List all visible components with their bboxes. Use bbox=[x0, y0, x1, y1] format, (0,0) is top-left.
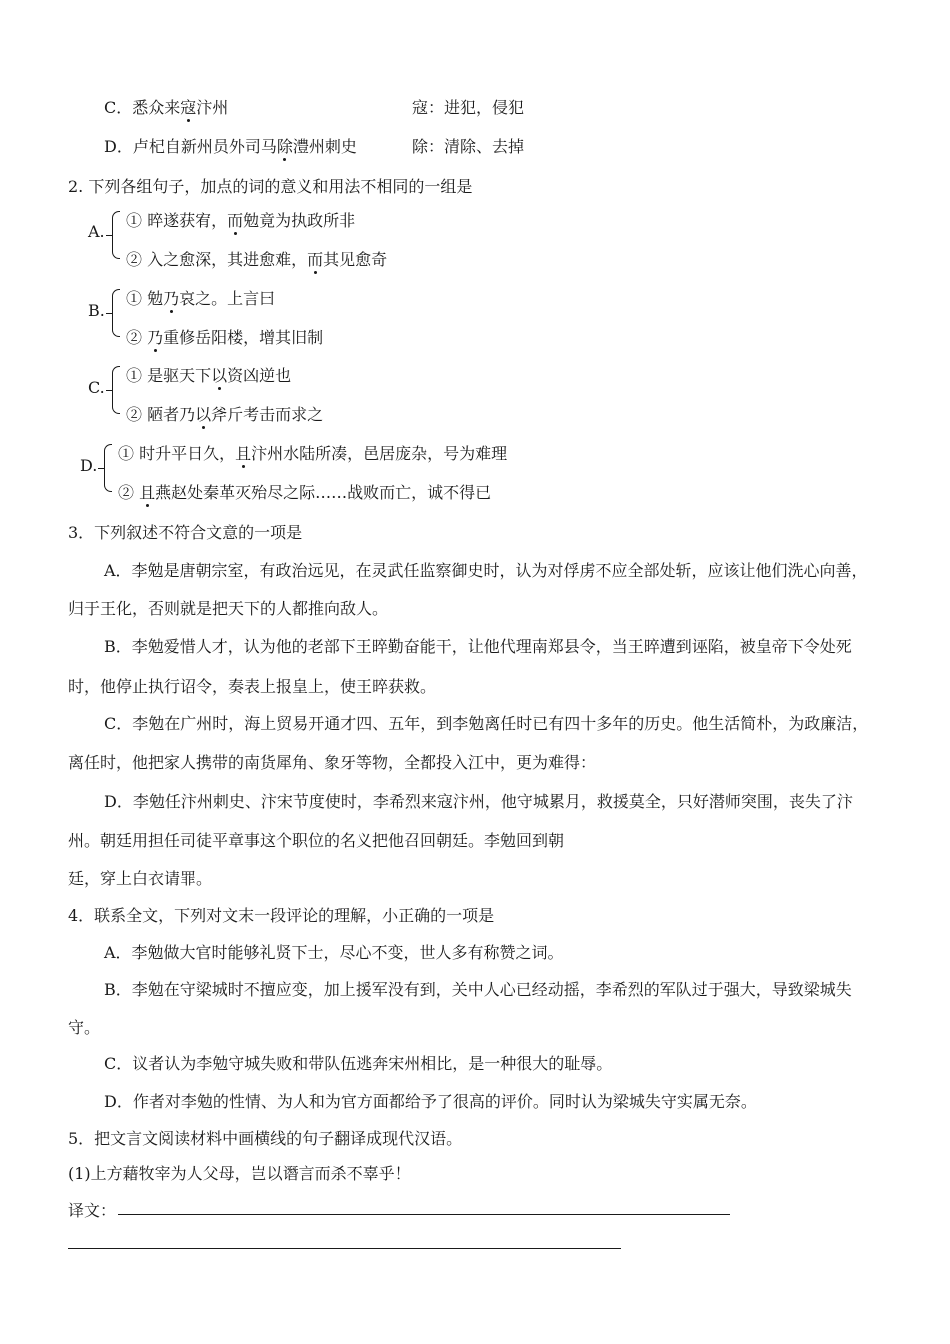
q2-group-c-label: C. bbox=[88, 378, 105, 397]
q3-option-c-line-2: 离任时，他把家人携带的南货犀角、象牙等物，全都投入江中，更为难得： bbox=[68, 753, 597, 772]
q2-group-a-label: A. bbox=[88, 222, 105, 241]
q3-option-b-line-1: B．李勉爱惜人才，认为他的老部下王晬勤奋能干，让他代理南郑县令，当王晬遭到诬陷，被皇帝下令处死 bbox=[104, 637, 852, 656]
q3-option-d-line-1: D．李勉任汴州刺史、汴宋节度使时，李希烈来寇汴州，他守城累月，救援莫全，只好潜师突围，丧失了汴 bbox=[104, 792, 853, 811]
brace-mark bbox=[112, 289, 120, 337]
q2-group-c-item-2: ② 陋者乃以斧斤考击而求之 bbox=[126, 405, 324, 424]
q4-option-d: D．作者对李勉的性情、为人和为官方面都给予了很高的评价。同时认为梁城失守实属无奈。 bbox=[104, 1092, 757, 1111]
q2-group-c-item-1: ① 是驱天下以资凶逆也 bbox=[126, 366, 292, 385]
q5-stem: 5．把文言文阅读材料中画横线的句子翻译成现代汉语。 bbox=[68, 1129, 463, 1148]
q1-option-c: C．悉众来寇汴州 bbox=[104, 98, 229, 117]
q3-option-a-line-2: 归于王化，否则就是把天下的人都推向敌人。 bbox=[68, 599, 389, 618]
q4-stem: 4．联系全文，下列对文末一段评论的理解，小正确的一项是 bbox=[68, 906, 495, 925]
q3-option-d-line-2: 州。朝廷用担任司徒平章事这个职位的名义把他召回朝廷。李勉回到朝 bbox=[68, 831, 565, 850]
q2-group-a-item-1: ① 晬遂获宥，而勉竟为执政所非 bbox=[126, 211, 356, 230]
q2-group-b-item-1: ① 勉乃哀之。上言曰 bbox=[126, 289, 276, 308]
q1-option-c-gloss: 寇：进犯，侵犯 bbox=[412, 98, 525, 117]
q1-option-d-gloss: 除：清除、去掉 bbox=[412, 137, 525, 156]
q3-option-b-line-2: 时，他停止执行诏令，奏表上报皇上，使王晬获救。 bbox=[68, 677, 437, 696]
q2-group-b-label: B. bbox=[88, 301, 105, 320]
brace-mark bbox=[112, 211, 120, 259]
q5-answer-label: 译文： bbox=[68, 1201, 117, 1220]
q2-group-d-label: D. bbox=[80, 456, 98, 475]
brace-mark bbox=[104, 444, 112, 492]
q3-option-c-line-1: C．李勉在广州时，海上贸易开通才四、五年，到李勉离任时已有四十多年的历史。他生活简朴，为政廉洁， bbox=[104, 714, 869, 733]
brace-mark bbox=[112, 366, 120, 414]
q2-group-d-item-2: ② 且燕赵处秦革灭殆尽之际……战败而亡，诚不得已 bbox=[118, 483, 492, 502]
emphasis-dot-char: 除 bbox=[276, 137, 293, 156]
q4-option-a: A．李勉做大官时能够礼贤下士，尽心不变，世人多有称赞之词。 bbox=[104, 943, 564, 962]
q2-stem: 2. 下列各组句子，加点的词的意义和用法不相同的一组是 bbox=[68, 177, 473, 196]
q2-group-a-item-2: ② 入之愈深，其进愈难，而其见愈奇 bbox=[126, 250, 388, 269]
q3-option-a-line-1: A．李勉是唐朝宗室，有政治远见，在灵武任监察御史时，认为对俘虏不应全部处斩，应该让他们洗心向善， bbox=[104, 561, 868, 580]
q4-option-b-line-2: 守。 bbox=[68, 1018, 101, 1037]
answer-blank-line[interactable] bbox=[68, 1248, 621, 1249]
q1-option-d: D．卢杞自新州员外司马除澧州刺史 bbox=[104, 137, 357, 156]
answer-blank-line[interactable] bbox=[118, 1214, 730, 1215]
q2-group-b-item-2: ② 乃重修岳阳楼，增其旧制 bbox=[126, 328, 324, 347]
q3-option-d-line-3: 廷，穿上白衣请罪。 bbox=[68, 869, 213, 888]
q5-sentence-1: (1)上方藉牧宰为人父母，岂以谮言而杀不辜乎！ bbox=[68, 1164, 411, 1183]
q4-option-b-line-1: B．李勉在守梁城时不擅应变，加上援军没有到，关中人心已经动摇，李希烈的军队过于强大，导致梁城失 bbox=[104, 980, 852, 999]
q2-group-d-item-1: ① 时升平日久，且汴州水陆所凑，邑居庞杂，号为难理 bbox=[118, 444, 508, 463]
emphasis-dot-char: 寇 bbox=[180, 98, 197, 117]
q4-option-c: C．议者认为李勉守城失败和带队伍逃奔宋州相比，是一种很大的耻辱。 bbox=[104, 1054, 613, 1073]
q3-stem: 3．下列叙述不符合文意的一项是 bbox=[68, 523, 303, 542]
